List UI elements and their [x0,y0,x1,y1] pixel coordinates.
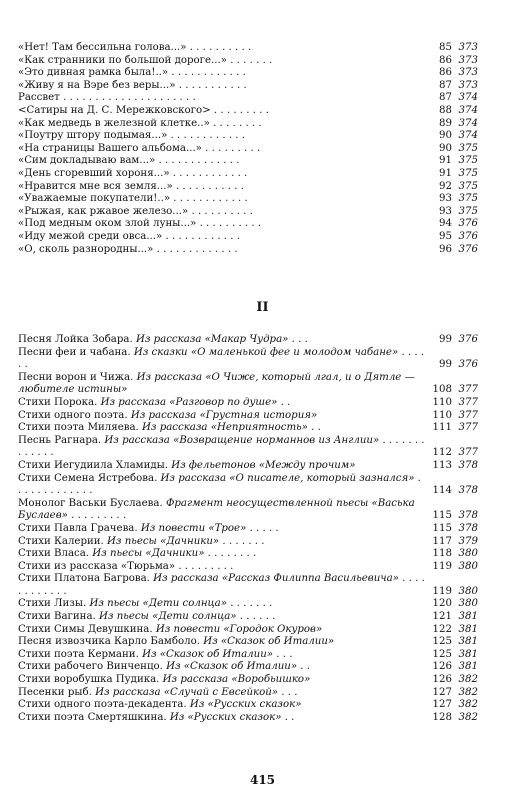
toc-entry-title: «Иду межой среди овса...» . . . . . . . . . . . . [18,230,240,242]
toc-entry-note-page: 373 [458,79,478,91]
toc-entry-title [18,548,426,561]
toc-entry-note-page: 377 [458,384,478,396]
toc-entry-leader: . . [277,396,291,408]
toc-entry-page: 93 [439,205,452,217]
toc-entry-note-page: 379 [458,535,478,547]
toc-entry-note-page: 381 [458,623,478,635]
toc-entry-page: 91 [439,167,452,179]
toc-entry-note-page: 374 [458,130,478,142]
toc-entry-leader: . . . . . . [18,346,425,371]
toc-entry-source: Из пьесы «Дачники» [107,535,220,547]
toc-entry-source: Из «Сказок об Италии» [142,648,273,660]
toc-entry-page: 93 [439,193,452,205]
toc-entry-note-page: 380 [458,598,478,610]
toc-entry-note-page: 373 [458,67,478,79]
toc-entry-note-page: 380 [458,560,478,572]
toc-entry-note-page: 376 [458,230,478,242]
toc-entry-title: «День сгоревший хороня...» . . . . . . . . . . . . [18,167,248,179]
toc-entry-page: 90 [439,142,452,154]
toc-entry-heading: Стихи Иегудиила Хламиды. [18,459,172,471]
toc-entry-leader: . . . . . . [236,611,276,623]
toc-entry-source: Из «Русских сказок» [169,711,282,723]
toc-entry-leader: . . [281,711,295,723]
toc-entry [18,699,478,712]
toc-entry-heading: Песня Лойка Зобара. [18,334,136,345]
toc-entry-leader: . . . . . . . . [204,548,257,560]
toc-entry-source: Из повести «Трое» [140,522,247,534]
toc-entry-source: Из фельетонов «Между прочим» [171,459,356,471]
toc-entry-heading: Стихи поэта Смертяшкина. [18,711,170,723]
toc-entry-source: Из рассказа «О писателе, который зазнался» [160,472,415,484]
toc-entry-heading: Стихи одного поэта. [18,409,131,421]
toc-entry-page: 126 [432,661,452,673]
toc-entry-page: 91 [439,155,452,167]
toc-entry-source: Из рассказа «Грустная история» [130,409,318,421]
toc-entry-note-page: 382 [458,686,478,698]
toc-entry-leader: . . . [273,648,293,660]
toc-entry-source: Из рассказа «Рассказ Филиппа Васильевича» [153,573,399,585]
toc-entry [18,598,478,611]
toc-entry-page: 127 [432,699,452,711]
toc-entry-title [18,624,426,637]
toc-entry-title: Рассвет . . . . . . . . . . . . . . . . . . . . . [18,92,196,104]
page-number: 415 [249,773,276,787]
toc-entry [18,473,478,498]
toc-entry-page: 125 [432,648,452,660]
toc-entry-title [18,674,426,687]
toc-entry-title: «На страницы Вашего альбома...» . . . . . . . . . [18,142,261,154]
toc-entry-source: Из рассказа «Возвращение норманнов из Англии» [104,434,380,446]
toc-entry-heading: Стихи Вагина. [18,611,100,623]
toc-entry-title [18,410,426,423]
toc-entry-leader: . . . . . [246,522,279,534]
toc-entry-source: Из «Сказок об Италии» [166,661,298,673]
toc-entry-title [18,523,426,536]
toc-entry-page: 90 [439,130,452,142]
toc-entry [18,422,478,435]
toc-entry-title [18,561,426,574]
toc-entry-page: 119 [432,560,452,572]
toc-entry-note-page: 377 [458,447,478,459]
toc-entry-heading: Стихи Платона Багрова. [18,573,154,585]
toc-entry-page: 127 [432,686,452,698]
toc-entry-leader: . . . . . . . . . . . . . [18,434,425,459]
toc-entry-page: 113 [432,459,452,471]
toc-entry [18,523,478,536]
toc-entry-heading: Стихи Павла Грачева. [18,522,141,534]
toc-entry-title: «Рыжая, как ржавое железо...» . . . . . . . . . . [18,205,253,217]
toc-entry-title [18,699,426,712]
toc-entry-page: 125 [432,636,452,648]
toc-entry-title [18,649,426,662]
toc-entry-heading: Стихи Калерии. [18,535,108,547]
toc-entry [18,193,478,206]
toc-entry-title: «Как странники по большой дороге...» . . . . . . . [18,54,273,66]
toc-entry-title [18,712,426,725]
toc-entry-page: 115 [432,522,452,534]
toc-entry-title: «Сим докладываю вам...» . . . . . . . . . . . . . [18,155,240,167]
toc-entry-leader: . . . . . . . [219,535,265,547]
toc-entry [18,649,478,662]
toc-entry-title [18,372,426,397]
toc-entry-source: Из рассказа «О Чиже, который лгал, и о Дятле — любителе истины» [18,371,415,396]
toc-entry-note-page: 375 [458,193,478,205]
toc-entry-source: Из рассказа «Макар Чудра» [135,334,289,345]
toc-entry-page: 120 [432,598,452,610]
toc-entry-title [18,347,426,372]
toc-entry-note-page: 378 [458,485,478,497]
toc-entry [18,536,478,549]
toc-entry [18,168,478,181]
toc-entry-heading: Монолог Васьки Буслаева. [18,497,166,509]
toc-entry-source: Из повести «Городок Окуров» [155,623,323,635]
toc-entry-heading: Песня извозчика Карло Бамболо. [18,636,204,648]
toc-entry-title: «Поутру штору подымая...» . . . . . . . . . . . . [18,130,246,142]
toc-entry-source: Из рассказа «Разговор по душе» [100,396,278,408]
toc-entry-heading: Стихи Симы Девушкина. [18,623,156,635]
toc-entry-note-page: 375 [458,155,478,167]
toc-entry-source: Из «Русских сказок» [189,699,302,711]
toc-entry [18,611,478,624]
toc-entry-heading: Стихи поэта Кермани. [18,648,143,660]
toc-entry [18,410,478,423]
toc-entry-note-page: 376 [458,218,478,230]
toc-entry-heading: Стихи Власа. [18,548,93,560]
toc-entry-note-page: 373 [458,42,478,53]
toc-entry [18,80,478,93]
toc-entry [18,218,478,231]
toc-entry-source: Фрагмент неосуществленной пьесы «Васька Буслаев» [18,497,415,522]
toc-entry-note-page: 374 [458,92,478,104]
toc-entry-page: 114 [432,485,452,497]
toc-entry-title [18,460,426,473]
toc-entry-heading: Стихи Лизы. [18,598,90,610]
toc-entry-title [18,573,426,598]
toc-entry-page: 119 [432,585,452,597]
toc-entry-page: 96 [439,243,452,255]
toc-entry [18,92,478,105]
toc-entry-page: 111 [432,422,452,434]
toc-entry-page: 110 [432,409,452,421]
toc-entry [18,244,478,257]
toc-entry-page: 110 [432,396,452,408]
toc-entry [18,42,478,55]
toc-entry-leader: . . . . . . . . . . . . [18,573,425,597]
toc-entry-note-page: 376 [458,243,478,255]
toc-entry-page: 108 [432,384,452,396]
toc-entry [18,372,478,397]
toc-entry-title [18,334,426,347]
toc-entry-title: «Уважаемые покупатели!..» . . . . . . . . . . . . [18,193,248,205]
toc-entry-heading: Стихи из рассказа «Тюрьма» [18,560,176,572]
toc-entry [18,561,478,574]
toc-entry-source: Из пьесы «Дети солнца» [99,611,237,623]
toc-entry-page: 128 [432,711,452,723]
toc-entry-title [18,536,426,549]
toc-entry-note-page: 378 [458,510,478,522]
toc-entry-note-page: 378 [458,459,478,471]
toc-entry-title [18,498,426,523]
toc-entry-leader: . . . [288,334,308,345]
toc-entry-page: 94 [439,218,452,230]
toc-entry-page: 99 [439,334,452,345]
toc-entry-heading: Песнь Рагнара. [18,434,105,446]
toc-entry-heading: Песни феи и чабана. [18,346,134,358]
toc-entry [18,55,478,68]
toc-entry-note-page: 380 [458,585,478,597]
toc-entry [18,460,478,473]
toc-entry-title: «Нет! Там бессильна голова...» . . . . . . . . . . [18,42,252,53]
toc-entry [18,143,478,156]
toc-entry-page: 92 [439,180,452,192]
toc-entry [18,674,478,687]
toc-entry-leader: . . [297,661,311,673]
toc-entry-title: «Это дивная рамка была!..» . . . . . . . . . . . . [18,67,246,79]
toc-entry-heading: Стихи поэта Миляева. [18,422,143,434]
toc-entry [18,435,478,460]
toc-entry [18,624,478,637]
toc-entry [18,181,478,194]
toc-entry-note-page: 375 [458,180,478,192]
toc-entry [18,67,478,80]
toc-entry-title [18,397,426,410]
toc-entry-source: Из сказки «О маленькой фее и молодом чабане» [133,346,399,358]
toc-entry-title [18,435,426,460]
toc-entry-title: «Нравится мне вся земля...» . . . . . . . . . . . [18,180,244,192]
toc-entry-title [18,422,426,435]
toc-entry-title [18,636,426,649]
toc-entry-heading: Песни ворон и Чижа. [18,371,137,383]
toc-entry-page: 126 [432,674,452,686]
toc-entry [18,636,478,649]
toc-entry-page: 121 [432,611,452,623]
toc-entry-page: 118 [432,548,452,560]
toc-entry-heading: Песенки рыб. [18,686,96,698]
toc-entry [18,573,478,598]
toc-entry-source: Из рассказа «Неприятность» [142,422,308,434]
toc-entry-leader: . . . . . . . [226,598,273,610]
toc-entry-note-page: 381 [458,636,478,648]
toc-entry-note-page: 375 [458,205,478,217]
toc-entry-title [18,661,426,674]
toc-entry-page: 86 [439,54,452,66]
toc-entry-note-page: 381 [458,611,478,623]
toc-entry-note-page: 378 [458,522,478,534]
toc-entry-heading: Стихи Порока. [18,396,101,408]
toc-entry-title: «Живу я на Вэре без веры...» . . . . . . . . . . . [18,79,247,91]
toc-section-1 [18,42,478,256]
toc-entry-title [18,611,426,624]
toc-entry-note-page: 373 [458,54,478,66]
toc-entry-page: 88 [439,104,452,116]
toc-entry [18,687,478,700]
section-title: II [256,300,269,315]
toc-entry-note-page: 377 [458,409,478,421]
toc-entry-note-page: 380 [458,548,478,560]
toc-entry-note-page: 375 [458,142,478,154]
toc-entry-note-page: 377 [458,396,478,408]
toc-entry-note-page: 374 [458,117,478,129]
toc-entry-page: 99 [439,359,452,371]
toc-entry-source: Из «Сказок об Италии» [203,636,335,648]
toc-entry [18,347,478,372]
toc-entry-page: 86 [439,67,452,79]
toc-entry-note-page: 376 [458,359,478,371]
toc-entry-heading: Стихи Семена Ястребова. [18,472,161,484]
toc-entry-title [18,598,426,611]
toc-entry-page: 117 [432,535,452,547]
toc-entry-note-page: 381 [458,648,478,660]
toc-entry [18,712,478,725]
toc-entry-note-page: 377 [458,422,478,434]
toc-entry-title [18,473,426,498]
toc-entry-leader: . . . [278,686,298,698]
toc-entry-page: 89 [439,117,452,129]
toc-entry-page: 112 [432,447,452,459]
toc-entry-source: Из рассказа «Случай с Евсейкой» [95,686,279,698]
toc-entry-note-page: 382 [458,699,478,711]
toc-entry [18,661,478,674]
toc-section-2 [18,334,478,724]
toc-entry [18,397,478,410]
toc-entry-title: «Как медведь в железной клетке..» . . . . . . . . [18,117,262,129]
toc-entry-title: <Сатиры на Д. С. Мережковского> . . . . . . . . . [18,104,269,116]
toc-entry-source: Из пьесы «Дачники» [92,548,205,560]
toc-entry-source: Из рассказа «Воробьишко» [162,674,311,686]
toc-entry-leader: . . [307,422,321,434]
toc-entry [18,206,478,219]
toc-entry [18,155,478,168]
toc-entry-heading: Стихи рабочего Винченцо. [18,661,167,673]
toc-entry-note-page: 381 [458,661,478,673]
toc-entry-page: 95 [439,230,452,242]
toc-entry-page: 85 [439,42,452,53]
toc-entry-source: Из пьесы «Дети солнца» [89,598,227,610]
toc-entry-leader: . . . . . . . . . [175,560,234,572]
toc-entry [18,334,478,347]
toc-entry-title [18,687,426,700]
toc-entry-note-page: 382 [458,674,478,686]
toc-entry [18,105,478,118]
toc-entry [18,498,478,523]
toc-entry-leader: . . . . . . . . . [67,510,127,522]
toc-entry [18,130,478,143]
toc-entry [18,231,478,244]
toc-entry-page: 87 [439,92,452,104]
toc-entry-leader: . . . . . . . . . . . . . [18,472,421,497]
toc-entry-title: «Под медным оком злой луны...» . . . . . . . . . . [18,218,262,230]
toc-entry-page: 87 [439,79,452,91]
toc-entry-note-page: 376 [458,334,478,345]
toc-entry [18,548,478,561]
toc-entry-heading: Стихи воробушка Пудика. [18,674,163,686]
toc-entry-page: 122 [432,623,452,635]
toc-entry-note-page: 375 [458,167,478,179]
toc-entry-note-page: 374 [458,104,478,116]
toc-entry-page: 115 [432,510,452,522]
toc-entry-heading: Стихи одного поэта-декадента. [18,699,190,711]
toc-entry [18,118,478,131]
toc-entry-title: «О, сколь разнородны...» . . . . . . . . . . . . . [18,243,238,255]
toc-entry-note-page: 382 [458,711,478,723]
